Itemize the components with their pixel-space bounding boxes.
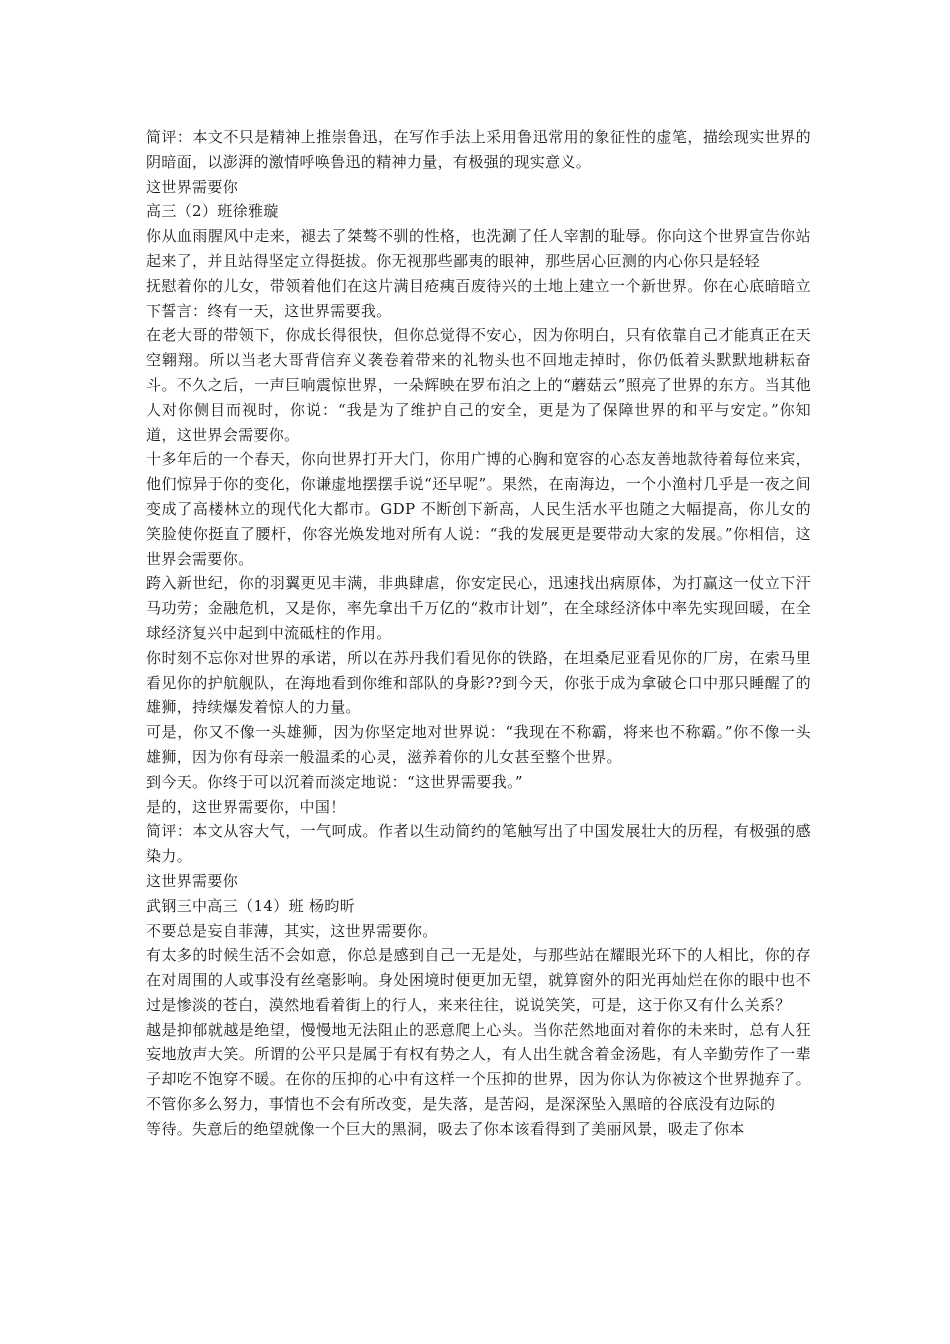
review-paragraph: 简评：本文从容大气，一气呵成。作者以生动简约的笔触写出了中国发展壮大的历程，有极强的感染力。	[146, 822, 811, 866]
body-paragraph: 十多年后的一个春天，你向世界打开大门，你用广博的心胸和宽容的心态友善地款待着每位来宾，他们惊异于你的变化，你谦虚地摆摆手说“还早呢”。果然，在南海边，一个小渔村几乎是一夜之间变成了高楼林立的现代化大都市。GDP 不断创下新高，人民生活水平也随之大幅提高，你儿女的笑脸使你挺直了腰杆，你容光焕发地对所有人说：“我的发展更是要带动大家的发展。”你相信，这世界会需要你。	[146, 450, 811, 568]
review-paragraph: 简评：本文不只是精神上推崇鲁迅，在写作手法上采用鲁迅常用的象征性的虚笔，描绘现实世界的阴暗面，以澎湃的激情呼唤鲁迅的精神力量，有极强的现实意义。	[146, 128, 811, 171]
body-paragraph: 可是，你又不像一头雄狮，因为你坚定地对世界说：“我现在不称霸，将来也不称霸。”你不像一头雄狮，因为你有母亲一般温柔的心灵，滋养着你的儿女甚至整个世界。	[146, 723, 811, 766]
essay-title: 这世界需要你	[146, 177, 239, 196]
essay-title: 这世界需要你	[146, 871, 239, 890]
body-paragraph: 跨入新世纪，你的羽翼更见丰满，非典肆虐，你安定民心，迅速找出病原体，为打赢这一仗立下汗马功劳；金融危机，又是你，率先拿出千万亿的“救市计划”，在全球经济体中率先实现回暖，在全球经济复兴中起到中流砥柱的作用。	[146, 574, 811, 642]
body-paragraph: 你从血雨腥风中走来，褪去了桀骜不驯的性格，也洗涮了任人宰割的耻辱。你向这个世界宣告你站起来了，并且站得坚定立得挺拔。你无视那些鄙夷的眼神，那些居心叵测的内心你只是轻轻	[146, 227, 811, 270]
document-page	[146, 125, 811, 1142]
body-paragraph: 越是抑郁就越是绝望，慢慢地无法阻止的恶意爬上心头。当你茫然地面对着你的未来时，总有人狂妄地放声大笑。所谓的公平只是属于有权有势之人，有人出生就含着金汤匙，有人辛勤劳作了一辈子却吃不饱穿不暖。在你的压抑的心中有这样一个压抑的世界，因为你认为你被这个世界抛弃了。不管你多么努力，事情也不会有所改变，是失落，是苦闷，是深深坠入黑暗的谷底没有边际的	[146, 1020, 811, 1114]
body-paragraph: 不要总是妄自菲薄，其实，这世界需要你。	[146, 921, 438, 940]
essay-author: 高三（2）班徐雅璇	[146, 202, 279, 221]
body-paragraph: 到今天。你终于可以沉着而淡定地说：“这世界需要我。”	[146, 772, 523, 791]
body-paragraph: 有太多的时候生活不会如意，你总是感到自己一无是处，与那些站在耀眼光环下的人相比，你的存在对周围的人或事没有丝毫影响。身处困境时便更加无望，就算窗外的阳光再灿烂在你的眼中也不过是惨淡的苍白，漠然地看着街上的行人，来来往往，说说笑笑，可是，这于你又有什么关系？	[146, 946, 811, 1014]
body-paragraph: 是的，这世界需要你，中国！	[146, 797, 346, 816]
body-paragraph: 在老大哥的带领下，你成长得很快，但你总觉得不安心，因为你明白，只有依靠自己才能真正在天空翱翔。所以当老大哥背信弃义袭卷着带来的礼物头也不回地走掉时，你仍低着头默默地耕耘奋斗。不久之后，一声巨响震惊世界，一朵辉映在罗布泊之上的“蘑菇云”照亮了世界的东方。当其他人对你侧目而视时，你说：“我是为了维护自己的安全，更是为了保障世界的和平与安定。”你知道，这世界会需要你。	[146, 326, 811, 444]
body-paragraph: 你时刻不忘你对世界的承诺，所以在苏丹我们看见你的铁路，在坦桑尼亚看见你的厂房，在索马里看见你的护航舰队，在海地看到你维和部队的身影??到今天，你张于成为拿破仑口中那只睡醒了的雄狮，持续爆发着惊人的力量。	[146, 648, 811, 717]
body-paragraph: 抚慰着你的儿女，带领着他们在这片满目疮痍百废待兴的土地上建立一个新世界。你在心底暗暗立下誓言：终有一天，这世界需要我。	[146, 276, 811, 320]
essay-author: 武钢三中高三（14）班 杨昀昕	[146, 896, 356, 915]
body-paragraph: 等待。失意后的绝望就像一个巨大的黑洞，吸去了你本该看得到了美丽风景，吸走了你本	[146, 1119, 745, 1138]
